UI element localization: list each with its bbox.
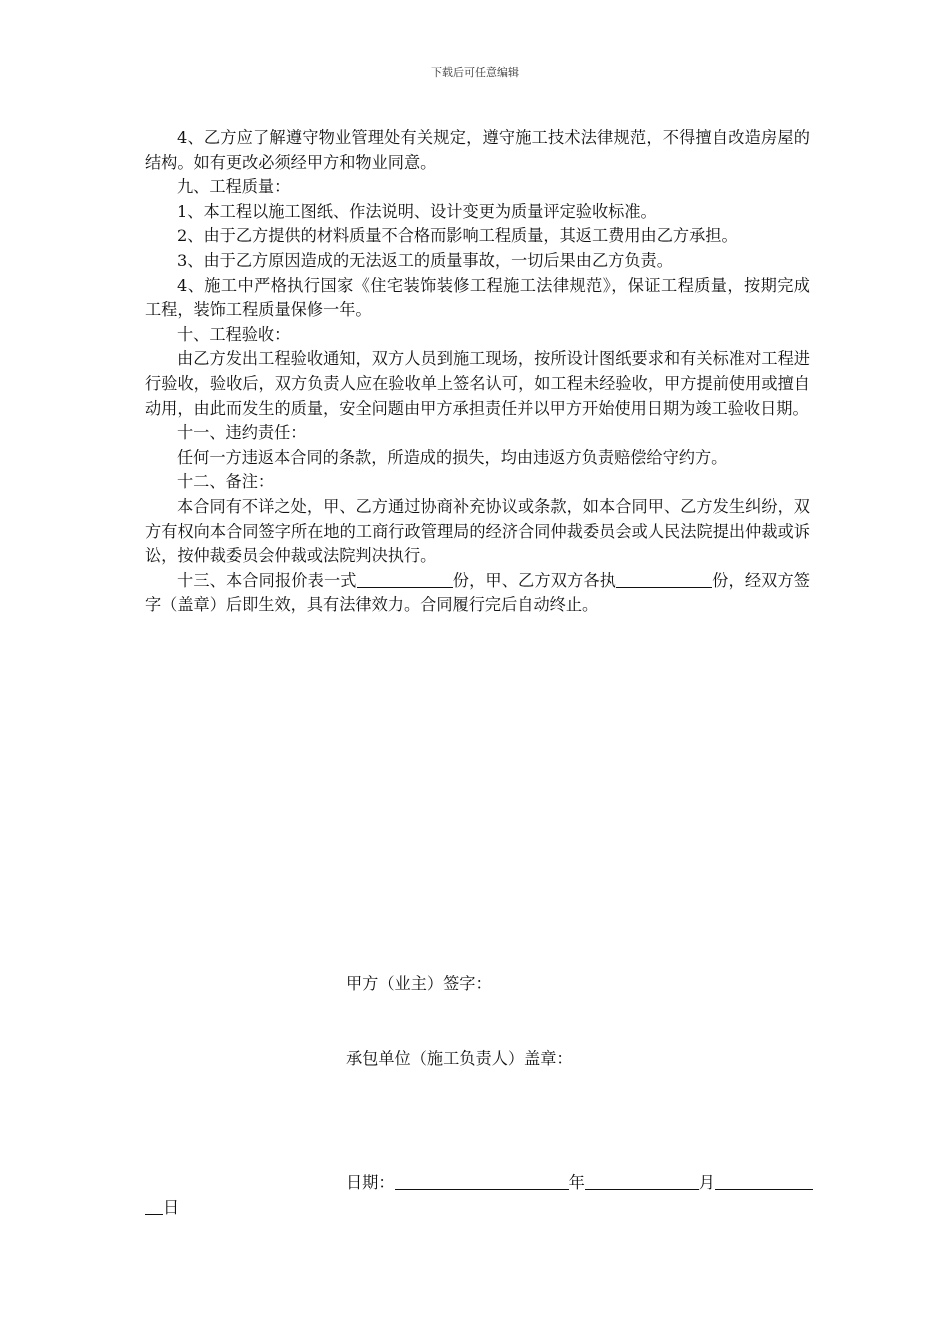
- clause-9-item-3: 3、由于乙方原因造成的无法返工的质量事故，一切后果由乙方负责。: [177, 250, 673, 270]
- copies-total-blank[interactable]: [357, 571, 453, 588]
- clause-9-item-1: 1、本工程以施工图纸、作法说明、设计变更为质量评定验收标准。: [177, 201, 657, 221]
- clause-8-item-4: 4、乙方应了解遵守物业管理处有关规定，遵守施工技术法律规范，不得擅自改造房屋的结构。如有更改必须经甲方和物业同意。: [145, 128, 810, 172]
- clause-12-body: 本合同有不详之处，甲、乙方通过协商补充协议或条款，如本合同甲、乙方发生纠纷，双方有权向本合同签字所在地的工商行政管理局的经济合同仲裁委员会或人民法院提出仲裁或诉讼，按仲裁委员会仲裁或法院判决执行。: [145, 496, 810, 566]
- copies-each-blank[interactable]: [616, 571, 712, 588]
- contractor-seal-label: 承包单位（施工负责人）盖章：: [346, 1049, 573, 1068]
- section-11-heading: 十一、违约责任：: [177, 423, 307, 443]
- page-header: 下载后可任意编辑: [431, 66, 519, 79]
- clause-13-body: [145, 569, 810, 618]
- clause-9-item-2: 2、由于乙方提供的材料质量不合格而影响工程质量，其返工费用由乙方承担。: [177, 226, 738, 246]
- year-blank[interactable]: [395, 1173, 569, 1190]
- section-10-heading: 十、工程验收：: [177, 324, 291, 344]
- year-label: 年: [568, 1173, 585, 1192]
- day-blank-part-1[interactable]: [715, 1173, 813, 1190]
- clause-13-part-2: 份，甲、乙方双方各执: [452, 570, 617, 590]
- date-label: 日期：: [346, 1173, 395, 1192]
- date-line: [346, 1171, 813, 1195]
- day-label: 日: [163, 1198, 180, 1217]
- clause-10-body: 由乙方发出工程验收通知，双方人员到施工现场，按所设计图纸要求和有关标准对工程进行验收，验收后，双方负责人应在验收单上签名认可，如工程未经验收，甲方提前使用或擅自动用，由此而发生的质量，安全问题由甲方承担责任并以甲方开始使用日期为竣工验收日期。: [145, 349, 810, 418]
- month-label: 月: [698, 1173, 715, 1192]
- day-blank-part-2[interactable]: [145, 1198, 163, 1215]
- contract-body: [145, 126, 810, 618]
- date-tail: [145, 1196, 179, 1220]
- month-blank[interactable]: [585, 1173, 699, 1190]
- clause-13-part-1: 十三、本合同报价表一式: [177, 570, 357, 590]
- clause-9-item-4: 4、施工中严格执行国家《住宅装饰装修工程施工法律规范》，保证工程质量，按期完成工程，装饰工程质量保修一年。: [145, 275, 810, 320]
- section-12-heading: 十二、备注：: [177, 472, 275, 492]
- section-9-heading: 九、工程质量：: [177, 177, 291, 197]
- clause-11-body: 任何一方违返本合同的条款，所造成的损失，均由违返方负责赔偿给守约方。: [177, 447, 728, 467]
- clause-13-part-3: 份，经双方签字（盖章）后即生效，具有法律效力。合同履行完后自动终止。: [145, 570, 810, 615]
- party-a-signature-label: 甲方（业主）签字：: [346, 974, 492, 993]
